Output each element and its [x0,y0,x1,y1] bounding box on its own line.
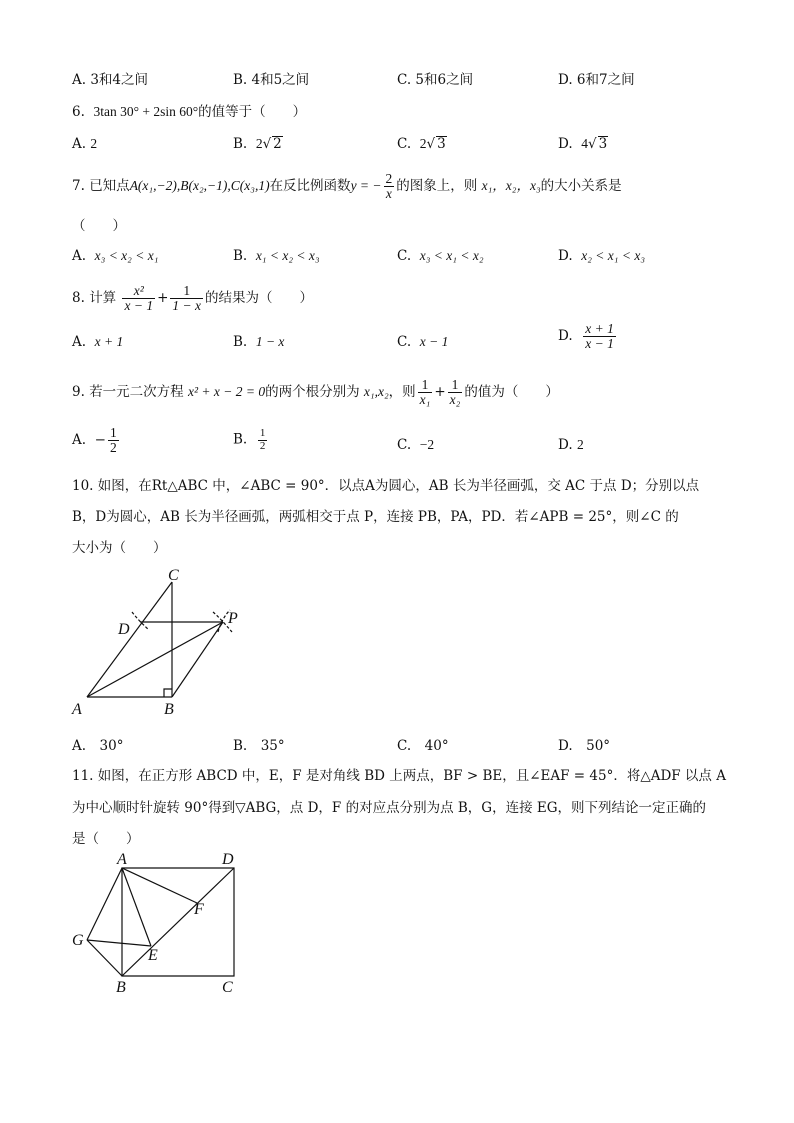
q11-label-c: C [222,979,233,996]
q10-option-d: D. 50° [558,738,611,754]
q7-points: A(x₁,−2),B(x₂,−1),C(x₃,1) [129,178,270,194]
q10-line-2: B，D为圆心，AB 长为半径画弧，两弧相交于点 P，连接 PB，PA，PD．若∠APB = 25°，则∠C 的 [72,509,679,525]
q10-line-ac [87,582,172,697]
q11-label-g: G [72,932,84,949]
q9-option-b: B. $\frac{1}{2}$ [233,427,266,452]
q7-option-b: B. x₁ < x₂ < x₃ [233,248,320,264]
q7-fraction: $\frac{2}{x}$ [385,171,393,202]
q10-line-3: 大小为（ ） [72,540,167,556]
q10-option-c: C. 40° [397,738,449,754]
q10-label-b: B [164,701,174,718]
q6-option-c: C. 2√ 3 [397,136,446,152]
q11-figure [60,848,260,998]
q8-stem: 8. 计算 $\frac{\text{x²}}{x - 1}$ + $\frac{1}{1 - x}$ 的结果为（ ） [72,283,314,314]
q11-label-a: A [117,851,127,868]
q11-line-ge [87,940,151,946]
q7-paren: （ ） [72,218,126,234]
q6-stem [72,100,306,120]
q11-line-ag [87,868,122,940]
q10-line-ap [87,622,223,697]
q6-option-d: D. 4√ 3 [558,136,608,152]
q6-option-b: B. 2√ 2 [233,136,282,152]
q10-line-1: 10. 如图，在Rt△ABC 中，∠ABC = 90°．以点A为圆心，AB 长为半径画弧，交 AC 于点 D；分别以点 [72,478,700,494]
q8-option-b: B. 1 − x [233,334,285,350]
q6-expression: 3tan 30° + 2sin 60° [93,104,199,119]
q10-option-a: A. 30° [72,738,124,754]
q9-stem: 9. 若一元二次方程 x² + x − 2 = 0的两个根分别为 x₁,x₂，则 $\frac{1}{\text{x₁}}$ + $\frac{1}{\text{x₂}}$ 的值为（ ） [72,377,559,408]
q11-label-d: D [222,851,234,868]
q8-option-c: C. x − 1 [397,334,449,350]
q8-option-d: D. $\frac{x + 1}{x - 1}$ [558,321,614,352]
q10-option-b: B. 35° [233,738,285,754]
q11-line-gb [87,940,122,976]
q9-option-a: A. − $\frac{1}{2}$ [72,425,117,456]
q8-option-a: A. x + 1 [72,334,124,350]
q10-figure [60,560,260,725]
q7-stem: 7. 已知点A(x₁,−2),B(x₂,−1),C(x₃,1)在反比例函数y = − $\frac{2}{x}$ 的图象上，则 x₁，x₂，x₃的大小关系是 [72,171,622,202]
q7-option-a: A. x₃ < x₂ < x₁ [72,248,159,264]
q10-label-d: D [118,621,130,638]
q11-line-2: 为中心顺时针旋转 90°得到▽ABG，点 D，F 的对应点分别为点 B，G，连接 EG，则下列结论一定正确的 [72,800,707,816]
q7-option-c: C. x₃ < x₁ < x₂ [397,248,484,264]
q6-stem-tail: 的值等于（ ） [198,104,307,120]
q6-number: 6. [72,104,85,120]
q5-option-d: D. 6和7之间 [558,72,635,88]
q5-option-a: A. 3和4之间 [72,72,149,88]
q11-line-3: 是（ ） [72,831,140,847]
q10-right-angle [164,689,172,697]
q9-option-c: C. −2 [397,437,435,453]
q6-option-a: A. 2 [72,136,98,152]
q5-option-c: C. 5和6之间 [397,72,474,88]
q10-label-p: P [228,610,238,627]
q11-diagonal-bd [122,868,234,976]
q9-option-d: D. 2 [558,437,584,453]
q10-line-bp [172,622,223,697]
q7-option-d: D. x₂ < x₁ < x₃ [558,248,646,264]
q11-label-f: F [194,901,204,918]
q11-label-b: B [116,979,126,996]
q5-option-b: B. 4和5之间 [233,72,310,88]
q11-label-e: E [148,947,158,964]
q10-label-c: C [168,567,179,584]
q10-arc-d [132,612,149,630]
q10-label-a: A [72,701,82,718]
q11-line-1: 11. 如图，在正方形 ABCD 中，E，F 是对角线 BD 上两点，BF > BE，且∠EAF = 45°．将△ADF 以点 A [72,768,726,784]
